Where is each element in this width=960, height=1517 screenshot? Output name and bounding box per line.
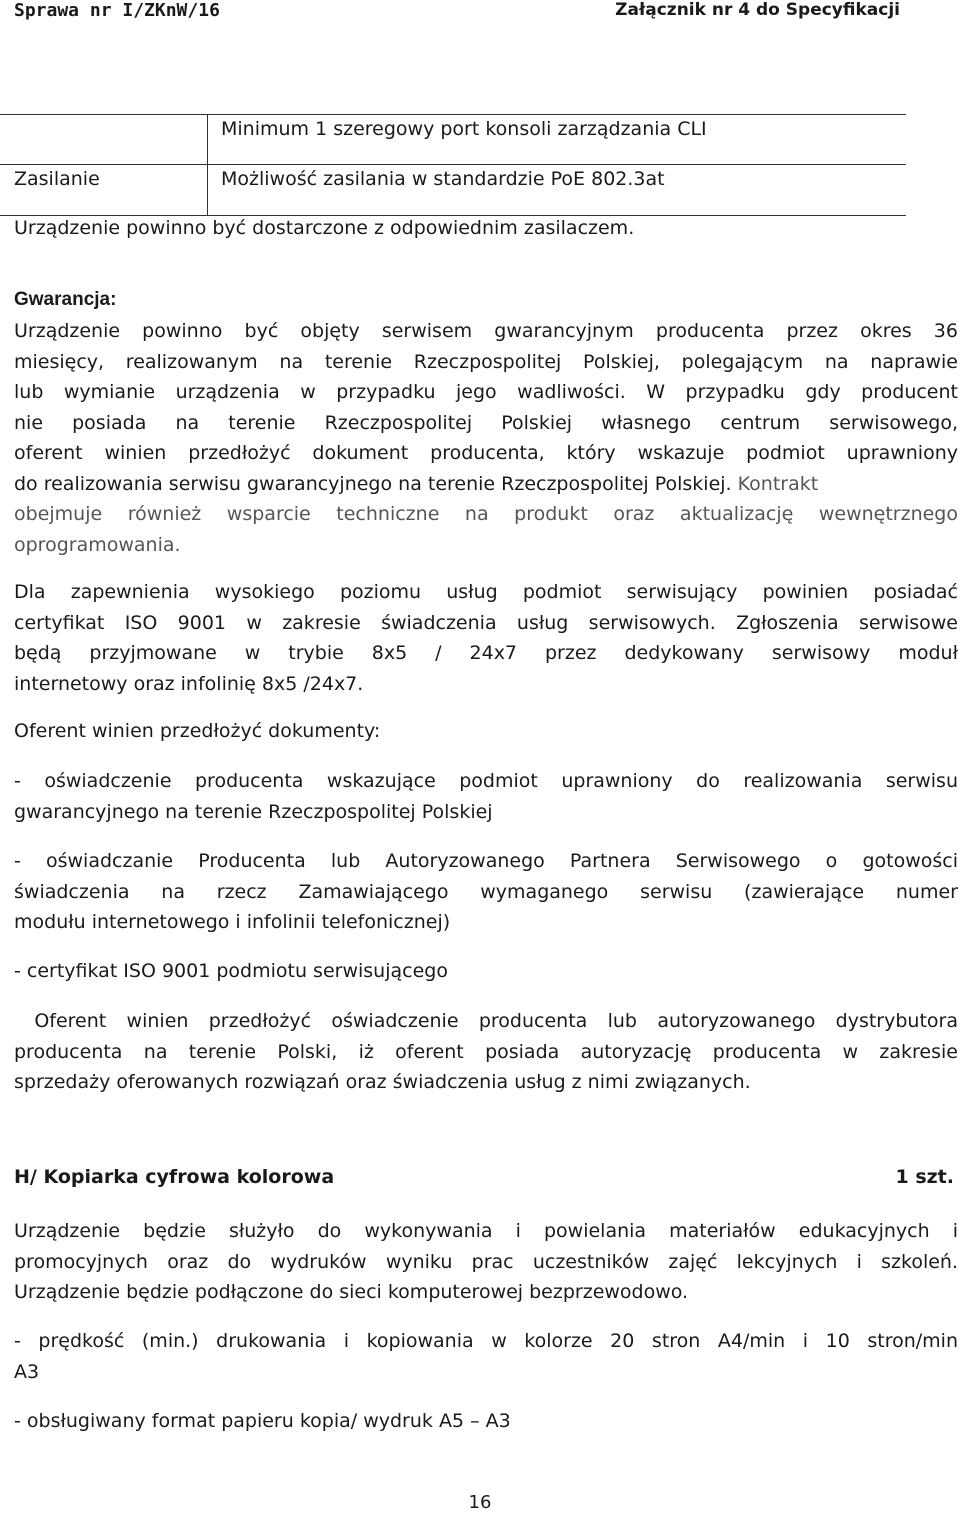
paragraph-line: - oświadczenie producenta wskazujące podmiot uprawniony do realizowania serwisu [14, 770, 958, 792]
paragraph-line: gwarancyjnego na terenie Rzeczpospolitej Polskiej [14, 800, 493, 823]
paragraph-line: internetowy oraz infolinię 8x5 /24x7. [14, 672, 364, 695]
table-row-value: Możliwość zasilania w standardzie PoE 802.3at [221, 168, 665, 190]
page-header [0, 0, 960, 38]
contract-note: Kontrakt [737, 472, 819, 495]
paragraph-line: - certyfikat ISO 9001 podmiotu serwisującego [14, 960, 448, 982]
paragraph-line [14, 469, 958, 500]
table-border-mid [0, 164, 906, 165]
section-heading [14, 1166, 954, 1188]
document-item [14, 766, 958, 827]
authorization-paragraph [14, 1006, 958, 1098]
section-description [14, 1216, 958, 1308]
paragraph-line: A3 [14, 1360, 40, 1383]
section-quantity: 1 szt. [895, 1166, 954, 1188]
spec-item [14, 1326, 958, 1387]
paragraph-line: sprzedaży oferowanych rozwiązań oraz świadczenia usług z nimi związanych. [14, 1071, 751, 1093]
table-border-top [0, 114, 906, 115]
table-row-value: Minimum 1 szeregowy port konsoli zarządzania CLI [221, 118, 707, 140]
warranty-paragraph [14, 316, 958, 560]
contract-note-line: oprogramowania. [14, 533, 181, 556]
paragraph-line: nie posiada na terenie Rzeczpospolitej Polskiej własnego centrum serwisowego, [14, 411, 958, 434]
section-title: H/ Kopiarka cyfrowa kolorowa [14, 1166, 335, 1188]
paragraph-line: modułu internetowego i infolinii telefonicznej) [14, 911, 451, 933]
paragraph-line: Oferent winien przedłożyć dokumenty: [14, 720, 381, 742]
paragraph-line: - obsługiwany format papieru kopia/ wydruk A5 – A3 [14, 1410, 511, 1432]
document-item [14, 956, 958, 987]
supply-note: Urządzenie powinno być dostarczone z odpowiednim zasilaczem. [14, 217, 635, 239]
document-item [14, 846, 958, 938]
documents-intro [14, 716, 958, 747]
contract-note-line: obejmuje również wsparcie techniczne na produkt oraz aktualizację wewnętrznego [14, 503, 958, 525]
paragraph-line: Oferent winien przedłożyć oświadczenie producenta lub autoryzowanego dystrybutora [14, 1010, 958, 1032]
paragraph-line: świadczenia na rzecz Zamawiającego wymaganego serwisu (zawierające numer [14, 880, 958, 903]
paragraph-line: - oświadczanie Producenta lub Autoryzowanego Partnera Serwisowego o gotowości [14, 850, 958, 872]
table-column-divider [207, 114, 208, 215]
paragraph-line: Urządzenie będzie podłączone do sieci komputerowej bezprzewodowo. [14, 1281, 689, 1303]
paragraph-line-text: do realizowania serwisu gwarancyjnego na terenie Rzeczpospolitej Polskiej. [14, 472, 732, 495]
paragraph-line: promocyjnych oraz do wydruków wyniku prac uczestników zajęć lekcyjnych i szkoleń. [14, 1250, 958, 1273]
paragraph-line: miesięcy, realizowanym na terenie Rzeczpospolitej Polskiej, polegającym na naprawie [14, 350, 958, 373]
paragraph-line: producenta na terenie Polski, iż oferent posiada autoryzację producenta w zakresie [14, 1040, 958, 1063]
paragraph-line: będą przyjmowane w trybie 8x5 / 24x7 przez dedykowany serwisowy moduł [14, 642, 958, 664]
page-number: 16 [468, 1492, 492, 1513]
attachment-label: Załącznik nr 4 do Specyfikacji [615, 0, 900, 20]
spec-item [14, 1406, 958, 1437]
paragraph-line: Urządzenie będzie służyło do wykonywania i powielania materiałów edukacyjnych i [14, 1220, 958, 1242]
table-border-bottom [0, 215, 906, 216]
service-paragraph [14, 577, 958, 699]
paragraph-line: certyfikat ISO 9001 w zakresie świadczenia usług serwisowych. Zgłoszenia serwisowe [14, 611, 958, 634]
paragraph-line: - prędkość (min.) drukowania i kopiowania w kolorze 20 stron A4/min i 10 stron/min [14, 1330, 958, 1352]
paragraph-line: Urządzenie powinno być objęty serwisem gwarancyjnym producenta przez okres 36 [14, 320, 958, 342]
paragraph-line: lub wymianie urządzenia w przypadku jego wadliwości. W przypadku gdy producent [14, 381, 958, 403]
paragraph-line: Dla zapewnienia wysokiego poziomu usług podmiot serwisujący powinien posiadać [14, 581, 958, 603]
case-number: Sprawa nr I/ZKnW/16 [14, 0, 220, 21]
paragraph-line: oferent winien przedłożyć dokument producenta, który wskazuje podmiot uprawniony [14, 442, 958, 464]
table-row-label: Zasilanie [14, 168, 100, 190]
warranty-heading: Gwarancja: [14, 289, 117, 310]
